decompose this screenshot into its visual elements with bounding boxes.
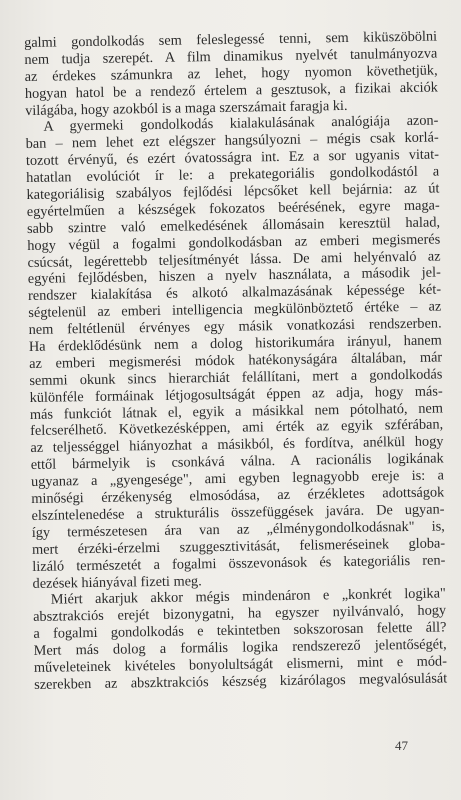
text-line: egyéni fejlődésben, hiszen a nyelv használata, a második jel- [27,264,441,288]
text-line: Miért akarjuk akkor mégis mindenáron e „konkrét logika" [50,585,446,609]
text-line: galmi gondolkodás sem feleslegessé tenni, sem kiküszöbölni [24,28,438,51]
text-line: az teljességgel hiányozhat a másikból, és fordítva, anélkül hogy [30,433,444,457]
text-line: elszíntelenedése a strukturális összefüggések javára. De ugyan- [31,501,445,524]
text-line: nem feltétlenül érvényes egy másik vonatkozási rendszerben. [28,315,442,339]
text-line: rendszer kialakítása és alkotó alkalmazásának képessége két- [27,281,442,305]
text-line: szerekben az abszktrakciós készség kizárólagos megvalósulását [34,670,448,693]
text-line: nem tudja szerepét. A film dinamikus nyelvét tanulmányozva [24,45,438,68]
text-line: semmi okunk sincs hierarchiát felállítani, mert a gondolkodás [29,366,443,389]
text-line: ettől bármelyik is csonkává válna. A racionális logikának [30,450,444,474]
text-line: tozott érvényű, és ezért óvatosságra int. Ez a sor ugyanis vitat- [25,146,440,170]
text-line: minőségi érzékenység elmosódása, az érzékletes adottságok [31,484,445,507]
text-line: sabb szintre való emelkedésének állomásain keresztül halad, [26,214,441,237]
text-line: absztrakciós erejét bizonygatni, ha egyszer nyilvánvaló, hogy [33,602,447,626]
text-line: csúcsát, legérettebb teljesítményét lássa. De ami helyénvaló az [27,248,441,271]
text-line: hogy végül a fogalmi gondolkodásban az emberi megismerés [27,231,441,254]
text-line: a fogalmi gondolkodás e tekintetben sokszorosan felette áll? [33,619,447,643]
body-text [24,29,447,694]
text-line: műveleteinek kivételes bonyolultságát elismerni, mint e mód- [33,653,448,676]
text-line: dezések hiányával fizeti meg. [32,572,202,592]
text-line: felcserélhető. Következésképpen, ami érték az egyik szférában, [30,416,444,440]
text-line: különféle formáinak létjogosultságát éppen az adja, hogy más- [29,383,443,406]
text-line: Ha érdeklődésünk nem a dolog historikumára irányul, hanem [28,332,442,355]
text-line: hatatlan evolúciót ír le: a prekategoriális gondolkodástól a [26,163,440,187]
text-line: mert érzéki-érzelmi szuggesztivitását, felismeréseinek globa- [31,535,446,558]
page-number: 47 [395,738,408,753]
text-line: ségtelenül az emberi intelligencia megkülönböztető értéke – az [28,298,442,322]
text-line: egyértelműen a készségek fokozatos beérésének, egyre maga- [26,197,440,220]
text-line: az emberi megismerési módok hatékonyságára általában, már [29,349,443,372]
text-line: lizáló természetét a fogalmi összevonások és kategoriális ren- [32,552,446,575]
text-line: Mert más dolog a formális logika rendszerező jelentőségét, [33,636,447,659]
text-line: ban – nem lehet ezt elégszer hangsúlyozni – mégis csak korlá- [25,129,439,153]
text-line: más funkciót látnak el, egyik a másikkal nem pótolható, nem [29,400,444,423]
text-line: ugyanaz a „gyengesége", ami egyben legnagyobb ereje is: a [30,467,445,491]
text-line: hogyan hatol be a rendező értelem a gesztusok, a fizikai akciók [24,79,438,102]
text-line: világába, hogy azokból is a maga szerszámait faragja ki. [25,97,348,119]
text-line: így természetesen ára van az „élménygondolkodásnak" is, [31,518,445,541]
text-line: A gyermeki gondolkodás kialakulásának analógiája azon- [43,112,439,136]
text-line: kategoriálisig szabályos fejlődési lépcsőket kell bejárnia: az út [26,180,440,203]
text-line: az érdekes számunkra az lehet, hogy nyomon követhetjük, [24,62,438,85]
